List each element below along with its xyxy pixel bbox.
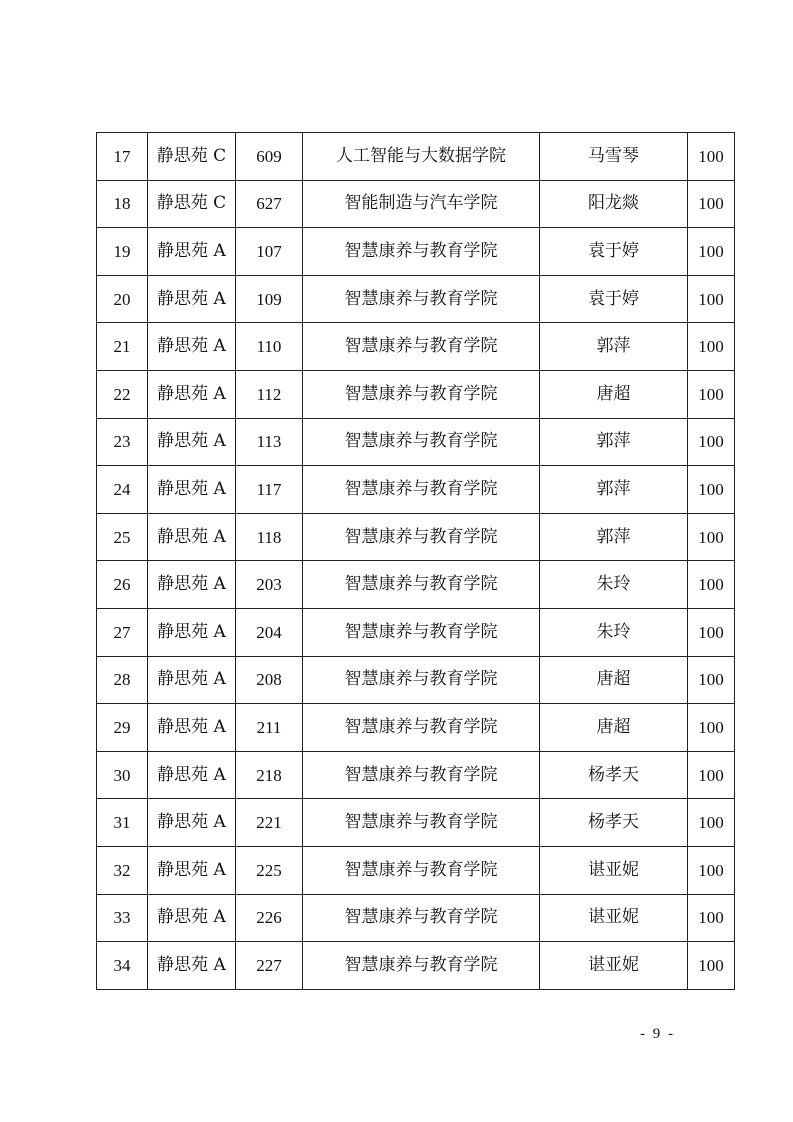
row-number-cell: 21 [97,323,148,371]
room-number-cell: 227 [236,942,303,990]
college-cell: 智慧康养与教育学院 [303,466,540,514]
college-cell: 智慧康养与教育学院 [303,513,540,561]
score-cell: 100 [688,513,735,561]
score-cell: 100 [688,275,735,323]
table-row [97,513,735,561]
room-number-cell: 218 [236,751,303,799]
teacher-cell: 袁于婷 [540,228,688,276]
college-cell: 智能制造与汽车学院 [303,180,540,228]
score-cell: 100 [688,466,735,514]
college-cell: 智慧康养与教育学院 [303,751,540,799]
college-cell: 智慧康养与教育学院 [303,418,540,466]
teacher-cell: 郭萍 [540,323,688,371]
row-number-cell: 34 [97,942,148,990]
college-cell: 智慧康养与教育学院 [303,608,540,656]
room-number-cell: 609 [236,133,303,181]
table-row [97,561,735,609]
row-number-cell: 31 [97,799,148,847]
room-number-cell: 226 [236,894,303,942]
college-cell: 智慧康养与教育学院 [303,561,540,609]
row-number-cell: 24 [97,466,148,514]
row-number-cell: 23 [97,418,148,466]
building-cell: 静思苑 A [148,751,236,799]
college-cell: 智慧康养与教育学院 [303,846,540,894]
score-cell: 100 [688,418,735,466]
score-cell: 100 [688,228,735,276]
room-number-cell: 211 [236,704,303,752]
teacher-cell: 谌亚妮 [540,942,688,990]
teacher-cell: 杨孝天 [540,799,688,847]
table-row [97,656,735,704]
teacher-cell: 阳龙燚 [540,180,688,228]
room-number-cell: 204 [236,608,303,656]
teacher-cell: 朱玲 [540,561,688,609]
table-row [97,608,735,656]
row-number-cell: 32 [97,846,148,894]
table-row [97,466,735,514]
row-number-cell: 33 [97,894,148,942]
college-cell: 智慧康养与教育学院 [303,275,540,323]
room-number-cell: 113 [236,418,303,466]
building-cell: 静思苑 A [148,275,236,323]
room-number-cell: 208 [236,656,303,704]
teacher-cell: 谌亚妮 [540,894,688,942]
row-number-cell: 29 [97,704,148,752]
row-number-cell: 17 [97,133,148,181]
college-cell: 智慧康养与教育学院 [303,704,540,752]
building-cell: 静思苑 A [148,370,236,418]
table-row [97,275,735,323]
building-cell: 静思苑 A [148,561,236,609]
teacher-cell: 郭萍 [540,466,688,514]
room-number-cell: 107 [236,228,303,276]
row-number-cell: 28 [97,656,148,704]
score-cell: 100 [688,370,735,418]
table-row [97,228,735,276]
page-number: - 9 - [640,1026,675,1042]
building-cell: 静思苑 A [148,608,236,656]
college-cell: 智慧康养与教育学院 [303,228,540,276]
row-number-cell: 22 [97,370,148,418]
room-number-cell: 225 [236,846,303,894]
row-number-cell: 19 [97,228,148,276]
score-cell: 100 [688,133,735,181]
college-cell: 智慧康养与教育学院 [303,894,540,942]
teacher-cell: 马雪琴 [540,133,688,181]
score-cell: 100 [688,799,735,847]
college-cell: 智慧康养与教育学院 [303,942,540,990]
college-cell: 智慧康养与教育学院 [303,799,540,847]
score-cell: 100 [688,608,735,656]
teacher-cell: 唐超 [540,370,688,418]
room-number-cell: 117 [236,466,303,514]
table-row [97,751,735,799]
building-cell: 静思苑 A [148,704,236,752]
building-cell: 静思苑 A [148,656,236,704]
table-row [97,799,735,847]
room-number-cell: 110 [236,323,303,371]
building-cell: 静思苑 A [148,799,236,847]
teacher-cell: 唐超 [540,656,688,704]
building-cell: 静思苑 A [148,846,236,894]
table-row [97,323,735,371]
score-cell: 100 [688,323,735,371]
row-number-cell: 27 [97,608,148,656]
table-body [97,133,735,990]
table-row [97,180,735,228]
score-cell: 100 [688,704,735,752]
teacher-cell: 朱玲 [540,608,688,656]
table-row [97,370,735,418]
teacher-cell: 唐超 [540,704,688,752]
building-cell: 静思苑 A [148,466,236,514]
table-row [97,846,735,894]
building-cell: 静思苑 A [148,942,236,990]
score-cell: 100 [688,561,735,609]
score-cell: 100 [688,894,735,942]
college-cell: 人工智能与大数据学院 [303,133,540,181]
table-row [97,942,735,990]
dormitory-score-table [96,132,735,990]
room-number-cell: 221 [236,799,303,847]
college-cell: 智慧康养与教育学院 [303,323,540,371]
table-row [97,894,735,942]
score-cell: 100 [688,180,735,228]
teacher-cell: 杨孝天 [540,751,688,799]
row-number-cell: 18 [97,180,148,228]
teacher-cell: 袁于婷 [540,275,688,323]
score-cell: 100 [688,751,735,799]
table-row [97,133,735,181]
room-number-cell: 109 [236,275,303,323]
score-cell: 100 [688,846,735,894]
teacher-cell: 郭萍 [540,513,688,561]
building-cell: 静思苑 A [148,228,236,276]
table-row [97,704,735,752]
teacher-cell: 谌亚妮 [540,846,688,894]
row-number-cell: 26 [97,561,148,609]
table-row [97,418,735,466]
room-number-cell: 112 [236,370,303,418]
room-number-cell: 203 [236,561,303,609]
room-number-cell: 627 [236,180,303,228]
building-cell: 静思苑 A [148,418,236,466]
row-number-cell: 30 [97,751,148,799]
building-cell: 静思苑 A [148,894,236,942]
score-cell: 100 [688,942,735,990]
teacher-cell: 郭萍 [540,418,688,466]
score-cell: 100 [688,656,735,704]
building-cell: 静思苑 C [148,180,236,228]
room-number-cell: 118 [236,513,303,561]
college-cell: 智慧康养与教育学院 [303,656,540,704]
row-number-cell: 20 [97,275,148,323]
row-number-cell: 25 [97,513,148,561]
building-cell: 静思苑 A [148,323,236,371]
building-cell: 静思苑 A [148,513,236,561]
building-cell: 静思苑 C [148,133,236,181]
college-cell: 智慧康养与教育学院 [303,370,540,418]
